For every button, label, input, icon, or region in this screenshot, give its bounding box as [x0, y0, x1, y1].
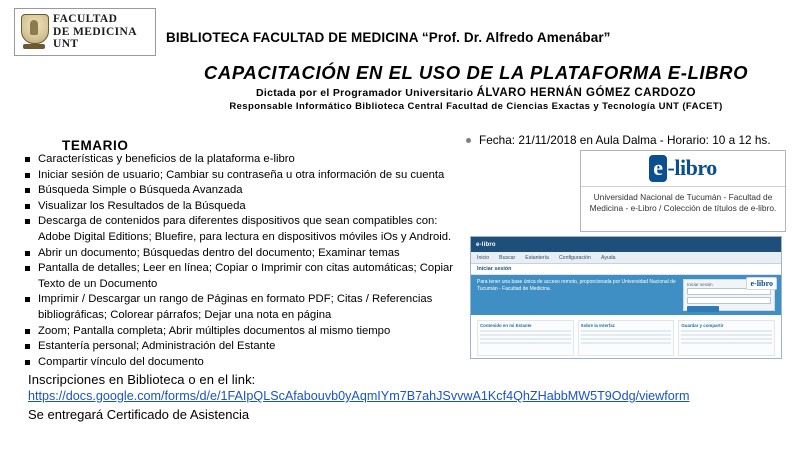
list-item-label: Descarga de contenidos para diferentes dispositivos que sean compatibles con: Adobe Digital Editions; Bluefire, para lectura en dispositivos móviles iOs y Android.	[38, 215, 452, 243]
university-shield-icon	[19, 13, 49, 51]
list-item	[24, 324, 464, 340]
round-bullet-icon	[466, 138, 471, 143]
elibro-collection-card	[580, 150, 786, 232]
list-item	[24, 168, 464, 184]
list-item-label: Estantería personal; Administración del Estante	[38, 340, 276, 353]
screenshot-menu-item: Configuración	[558, 254, 591, 261]
square-bullet-icon	[25, 204, 30, 209]
elibro-logo-rest: -libro	[667, 155, 717, 180]
square-bullet-icon	[25, 251, 30, 256]
list-item	[24, 355, 464, 371]
screenshot-cards-row	[471, 315, 781, 359]
list-item	[24, 199, 464, 215]
agenda-list	[24, 152, 464, 370]
library-title: BIBLIOTECA FACULTAD DE MEDICINA “Prof. Dr. Alfredo Amenábar”	[166, 30, 611, 45]
screenshot-menu-item: Buscar	[499, 254, 516, 261]
screenshot-card-title: Guardar y compartir	[681, 323, 724, 328]
course-title-block	[182, 62, 770, 112]
list-item	[24, 246, 464, 262]
screenshot-card	[578, 320, 675, 356]
faculty-logo-line3: UNT	[53, 38, 79, 51]
instructor-name: ÁLVARO HERNÁN GÓMEZ CARDOZO	[476, 87, 697, 99]
screenshot-card-title: Contenido en mi Estante	[480, 323, 532, 328]
list-item-label: Búsqueda Simple o Búsqueda Avanzada	[38, 184, 243, 197]
course-title: CAPACITACIÓN EN EL USO DE LA PLATAFORMA E-LIBRO	[203, 62, 749, 83]
list-item-label: Abrir un documento; Búsquedas dentro del documento; Examinar temas	[38, 246, 400, 259]
screenshot-card	[678, 320, 775, 356]
screenshot-menubar	[471, 252, 781, 264]
screenshot-card-title: Sobre la Interfaz	[580, 323, 615, 328]
screenshot-subtitle-bar	[471, 264, 781, 275]
square-bullet-icon	[25, 157, 30, 162]
square-bullet-icon	[25, 188, 30, 193]
schedule-line	[466, 133, 786, 147]
square-bullet-icon	[25, 344, 30, 349]
list-item	[24, 214, 464, 245]
list-item	[24, 152, 464, 168]
screenshot-hero	[471, 275, 781, 315]
list-item-label: Pantalla de detalles; Leer en línea; Copiar o Imprimir con citas automáticas; Copiar Texto de un Documento	[38, 262, 454, 290]
list-item	[24, 261, 464, 292]
square-bullet-icon	[25, 219, 30, 224]
square-bullet-icon	[25, 173, 30, 178]
screenshot-login-button	[687, 306, 719, 312]
platform-screenshot	[470, 236, 782, 359]
screenshot-menu-item: Inicio	[477, 254, 490, 261]
elibro-collection-caption: Universidad Nacional de Tucumán - Facultad de Medicina - e-Libro / Colección de títulos de e-libro.	[581, 186, 785, 214]
list-item-label: Características y beneficios de la plataforma e-libro	[38, 153, 295, 165]
page-header	[14, 8, 786, 56]
list-item-label: Iniciar sesión de usuario; Cambiar su contraseña u otra información de su cuenta	[38, 168, 445, 181]
certificate-note: Se entregará Certificado de Asistencia	[28, 407, 250, 422]
square-bullet-icon	[25, 329, 30, 334]
screenshot-topbar	[471, 237, 781, 252]
screenshot-login-label: Iniciar sesión	[687, 282, 713, 287]
instructor-prefix: Dictada por el Programador Universitario	[255, 87, 477, 99]
square-bullet-icon	[25, 266, 30, 271]
elibro-logo-e: e	[649, 155, 666, 182]
list-item-label: Compartir vínculo del documento	[38, 355, 204, 368]
screenshot-hero-text: Para tener una base única de acceso remoto, proporcionada por Universidad Nacional de Tucumán - Facultad de Medicina.	[477, 279, 676, 292]
screenshot-menu-item: Ayuda	[600, 254, 616, 261]
screenshot-card	[477, 320, 574, 356]
faculty-logo-line1: FACULTAD	[53, 13, 118, 26]
schedule-text: Fecha: 21/11/2018 en Aula Dalma - Horario: 10 a 12 hs.	[479, 133, 771, 147]
faculty-logo-line2: DE MEDICINA	[53, 25, 137, 38]
square-bullet-icon	[25, 360, 30, 365]
list-item	[24, 339, 464, 355]
screenshot-brand: e-libro	[476, 241, 496, 248]
instructor-role: Responsable Informático Biblioteca Central Facultad de Ciencias Exactas y Tecnología UNT (FACET)	[229, 101, 723, 112]
agenda-heading: TEMARIO	[62, 138, 129, 153]
registration-text: Inscripciones en Biblioteca o en el link:	[28, 372, 256, 387]
elibro-logo	[581, 155, 785, 182]
list-item-label: Zoom; Pantalla completa; Abrir múltiples documentos al mismo tiempo	[38, 324, 391, 337]
screenshot-menu-item: Estantería	[525, 254, 549, 261]
faculty-logo	[14, 8, 156, 56]
screenshot-subtitle: Iniciar sesión	[477, 266, 512, 272]
screenshot-elibro-badge: e-libro	[746, 277, 777, 290]
instructor-line	[182, 87, 770, 99]
registration-form-link[interactable]: https://docs.google.com/forms/d/e/1FAIpQLScAfabouvb0yAqmIYm7B7ahJSvvwA1Kcf4QhZHabbMW5T9Odg/viewform	[28, 389, 690, 403]
list-item	[24, 292, 464, 323]
registration-footer	[28, 372, 768, 422]
list-item	[24, 183, 464, 199]
list-item-label: Imprimir / Descargar un rango de Páginas en formato PDF; Citas / Referencias bibliográficas; Colorear párrafos; Dejar una nota en página	[38, 293, 433, 321]
screenshot-password-field	[687, 297, 771, 304]
faculty-logo-text	[53, 13, 137, 51]
list-item-label: Visualizar los Resultados de la Búsqueda	[38, 199, 246, 212]
square-bullet-icon	[25, 297, 30, 302]
